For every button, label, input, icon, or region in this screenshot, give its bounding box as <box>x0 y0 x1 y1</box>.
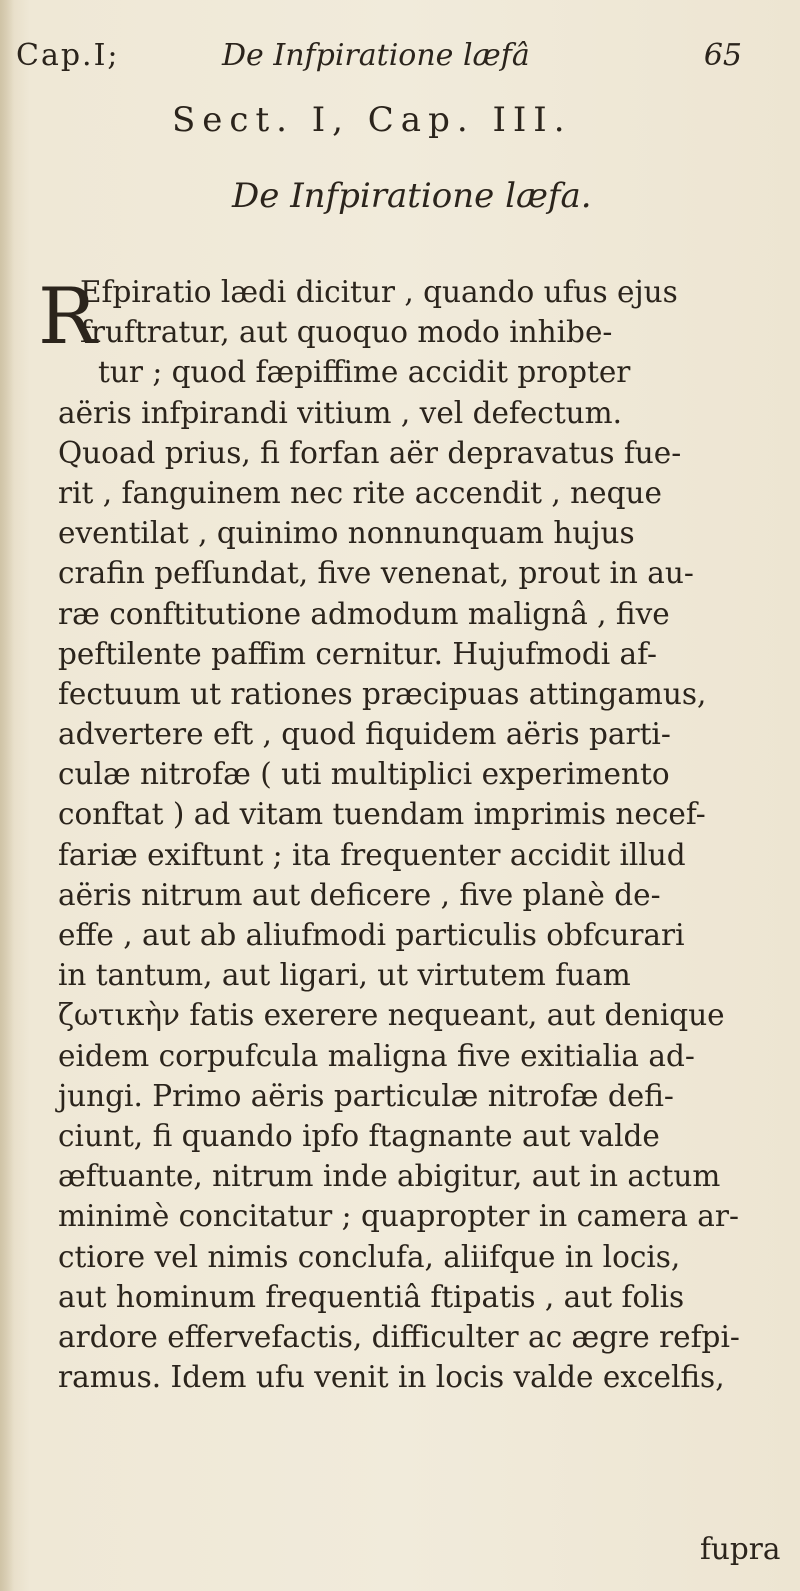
text-line: tur ; quod fæpiffime accidit propter <box>98 355 631 390</box>
text-line: fectuum ut rationes præcipuas attingamus, <box>58 676 707 711</box>
body-text <box>38 272 778 1397</box>
running-head <box>10 38 780 78</box>
page-number: 65 <box>703 38 742 73</box>
text-line: ardore effervefactis, difficulter ac ægre refpi- <box>58 1319 740 1354</box>
text-line: Quoad prius, fi forfan aër depravatus fue- <box>58 435 682 470</box>
text-line: æftuante, nitrum inde abigitur, aut in actum <box>58 1159 721 1194</box>
text-line: ciunt, fi quando ipfo ftagnante aut valde <box>58 1118 660 1153</box>
text-line: eventilat , quinimo nonnunquam hujus <box>58 516 635 551</box>
text-line: crafin pefſundat, five venenat, prout in au- <box>58 556 694 591</box>
text-line: aëris infpirandi vitium , vel defectum. <box>58 395 623 430</box>
text-line: ζωτικὴν fatis exerere nequeant, aut denique <box>58 998 725 1033</box>
catchword: fupra <box>700 1532 781 1566</box>
drop-cap: R <box>38 272 97 362</box>
text-line: fariæ exiftunt ; ita frequenter accidit illud <box>58 837 686 872</box>
running-head-title: De Infpiratione læfâ <box>222 38 530 73</box>
page-gutter-edge <box>0 0 14 1591</box>
text-line: ramus. Idem ufu venit in locis valde excelfis, <box>58 1360 725 1395</box>
text-line: ctiore vel nimis conclufa, aliifque in locis, <box>58 1239 681 1274</box>
text-line: minimè concitatur ; quapropter in camera ar- <box>58 1199 739 1234</box>
text-line: fruftratur, aut quoquo modo inhibe- <box>80 315 613 350</box>
text-line: eidem corpufcula maligna five exitialia ad- <box>58 1038 695 1073</box>
text-line: culæ nitrofæ ( uti multiplici experimento <box>58 757 670 792</box>
text-line: conftat ) ad vitam tuendam imprimis necef- <box>58 797 706 832</box>
text-line: in tantum, aut ligari, ut virtutem fuam <box>58 958 631 993</box>
text-line: rit , fanguinem nec rite accendit , neque <box>58 475 662 510</box>
text-line: jungi. Primo aëris particulæ nitrofæ defi- <box>58 1078 674 1113</box>
text-line: effe , aut ab aliufmodi particulis obfcurari <box>58 918 685 952</box>
running-head-chapter: Cap.I; <box>16 38 120 73</box>
text-line: peftilente paffim cernitur. Hujufmodi af- <box>58 636 657 671</box>
text-line: aëris nitrum aut deficere , five planè de- <box>58 877 661 912</box>
section-heading: Sect. I, Cap. III. <box>172 100 572 140</box>
text-line: Efpiratio lædi dicitur , quando ufus ejus <box>80 275 678 309</box>
text-line: advertere eft , quod fiquidem aëris parti- <box>58 717 671 752</box>
text-line: aut hominum frequentiâ ftipatis , aut folis <box>58 1279 685 1314</box>
chapter-title: De Infpiratione læfa. <box>232 176 592 216</box>
text-line: ræ conftitutione admodum malignâ , five <box>58 596 670 631</box>
